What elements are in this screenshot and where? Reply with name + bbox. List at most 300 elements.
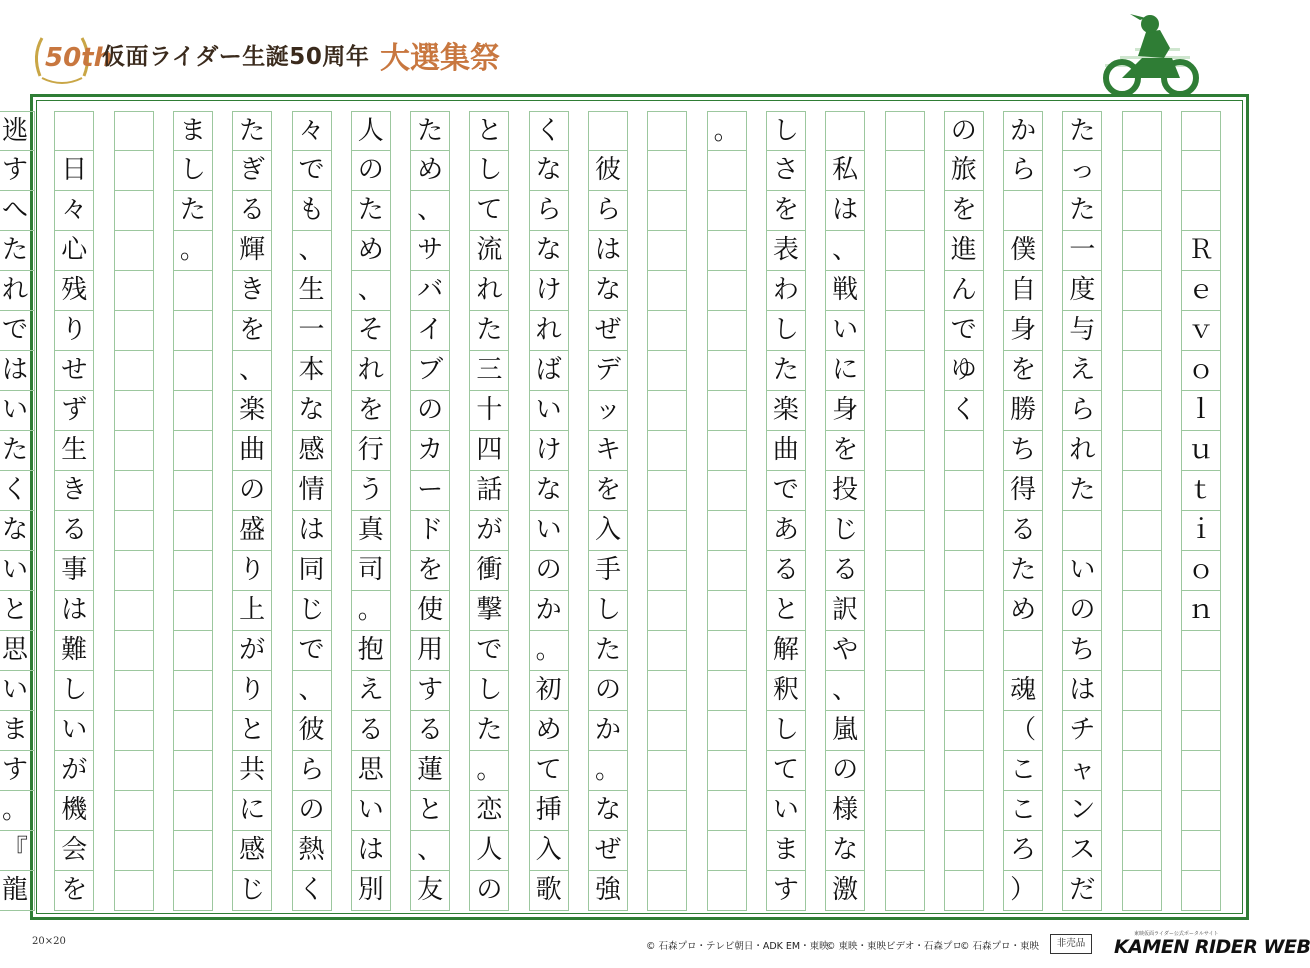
50th-anniversary-emblem: [30, 26, 113, 88]
manuscript-cell: け: [529, 271, 569, 311]
manuscript-cell: 会: [54, 831, 94, 871]
manuscript-cell: [1181, 791, 1221, 831]
manuscript-cell: 別: [351, 871, 391, 911]
manuscript-cell: る: [351, 711, 391, 751]
manuscript-cell: [885, 511, 925, 551]
manuscript-column: [114, 111, 154, 911]
manuscript-cell: [114, 431, 154, 471]
manuscript-cell: で: [292, 631, 332, 671]
manuscript-cell: [944, 671, 984, 711]
manuscript-cell: [885, 791, 925, 831]
manuscript-cell: 同: [292, 551, 332, 591]
manuscript-cell: [114, 151, 154, 191]
manuscript-cell: [173, 351, 213, 391]
manuscript-cell: ｎ: [1181, 591, 1221, 631]
manuscript-cell: さ: [766, 151, 806, 191]
manuscript-cell: あ: [766, 511, 806, 551]
manuscript-cell: [1122, 151, 1162, 191]
manuscript-cell: [707, 871, 747, 911]
manuscript-cell: [173, 831, 213, 871]
manuscript-cell: ー: [410, 471, 450, 511]
manuscript-cell: が: [232, 631, 272, 671]
manuscript-cell: 入: [588, 511, 628, 551]
manuscript-column: [173, 111, 213, 911]
manuscript-cell: [707, 751, 747, 791]
manuscript-cell: 。: [173, 231, 213, 271]
manuscript-cell: [1122, 871, 1162, 911]
manuscript-cell: [173, 431, 213, 471]
kamen-rider-web-logo[interactable]: [1104, 930, 1310, 958]
manuscript-cell: 解: [766, 631, 806, 671]
manuscript-cell: [885, 591, 925, 631]
manuscript-column: [1181, 111, 1221, 911]
manuscript-cell: [647, 431, 687, 471]
manuscript-cell: 用: [410, 631, 450, 671]
manuscript-cell: [1122, 231, 1162, 271]
manuscript-cell: [114, 351, 154, 391]
manuscript-cell: ド: [410, 511, 450, 551]
manuscript-cell: し: [469, 671, 509, 711]
manuscript-cell: で: [292, 151, 332, 191]
manuscript-cell: [885, 751, 925, 791]
manuscript-cell: 思: [351, 751, 391, 791]
manuscript-cell: [1122, 511, 1162, 551]
manuscript-cell: は: [1062, 671, 1102, 711]
manuscript-cell: バ: [410, 271, 450, 311]
manuscript-cell: ｏ: [1181, 351, 1221, 391]
manuscript-cell: [707, 431, 747, 471]
rider-motorcycle-logo: [1080, 8, 1270, 98]
manuscript-cell: [944, 871, 984, 911]
manuscript-cell: [114, 671, 154, 711]
manuscript-column: [469, 111, 509, 911]
manuscript-cell: 十: [469, 391, 509, 431]
manuscript-cell: [114, 871, 154, 911]
manuscript-cell: ぎ: [232, 151, 272, 191]
manuscript-column: [351, 111, 391, 911]
manuscript-cell: 私: [825, 151, 865, 191]
manuscript-cell: の: [944, 111, 984, 151]
manuscript-cell: く: [292, 871, 332, 911]
manuscript-cell: が: [54, 751, 94, 791]
manuscript-cell: 嵐: [825, 711, 865, 751]
manuscript-column: [232, 111, 272, 911]
manuscript-cell: 生: [292, 271, 332, 311]
copyright-notice: © 東映・東映ビデオ・石森プロ: [826, 941, 962, 952]
manuscript-column: [410, 111, 450, 911]
manuscript-cell: 『: [0, 831, 35, 871]
manuscript-cell: す: [0, 151, 35, 191]
manuscript-cell: [114, 471, 154, 511]
manuscript-cell: [54, 111, 94, 151]
manuscript-cell: [1062, 511, 1102, 551]
manuscript-cell: 身: [825, 391, 865, 431]
manuscript-cell: [885, 711, 925, 751]
manuscript-cell: [885, 431, 925, 471]
manuscript-cell: る: [1003, 511, 1043, 551]
manuscript-cell: 釈: [766, 671, 806, 711]
manuscript-cell: [1122, 831, 1162, 871]
manuscript-cell: 盛: [232, 511, 272, 551]
manuscript-cell: へ: [0, 191, 35, 231]
manuscript-cell: 身: [1003, 311, 1043, 351]
manuscript-cell: 進: [944, 231, 984, 271]
manuscript-cell: [1181, 631, 1221, 671]
manuscript-cell: イ: [410, 311, 450, 351]
manuscript-column: [707, 111, 747, 911]
manuscript-column: [885, 111, 925, 911]
manuscript-cell: な: [825, 831, 865, 871]
manuscript-cell: く: [529, 111, 569, 151]
manuscript-cell: [944, 751, 984, 791]
manuscript-cell: [647, 511, 687, 551]
manuscript-cell: の: [410, 391, 450, 431]
manuscript-cell: は: [292, 511, 332, 551]
manuscript-cell: [173, 711, 213, 751]
page-subtitle: 大選集祭: [380, 41, 500, 76]
manuscript-cell: 楽: [232, 391, 272, 431]
manuscript-cell: い: [351, 791, 391, 831]
manuscript-cell: か: [588, 711, 628, 751]
manuscript-cell: 行: [351, 431, 391, 471]
manuscript-cell: り: [54, 311, 94, 351]
manuscript-cell: [1181, 751, 1221, 791]
manuscript-cell: か: [1003, 111, 1043, 151]
manuscript-cell: [114, 591, 154, 631]
manuscript-cell: ぜ: [588, 311, 628, 351]
manuscript-cell: で: [766, 471, 806, 511]
manuscript-column: [647, 111, 687, 911]
manuscript-cell: ら: [1003, 151, 1043, 191]
manuscript-cell: じ: [825, 511, 865, 551]
brand-name: KAMEN RIDER WEB: [1114, 936, 1310, 958]
manuscript-cell: 情: [292, 471, 332, 511]
manuscript-grid: [1, 100, 1243, 914]
manuscript-cell: [944, 471, 984, 511]
manuscript-cell: キ: [588, 431, 628, 471]
manuscript-cell: 共: [232, 751, 272, 791]
manuscript-cell: め: [351, 231, 391, 271]
manuscript-cell: [647, 791, 687, 831]
manuscript-cell: 真: [351, 511, 391, 551]
manuscript-cell: の: [825, 751, 865, 791]
manuscript-cell: 友: [410, 871, 450, 911]
manuscript-cell: ｉ: [1181, 511, 1221, 551]
manuscript-cell: [1122, 591, 1162, 631]
manuscript-cell: [1122, 351, 1162, 391]
manuscript-cell: 。: [588, 751, 628, 791]
manuscript-cell: や: [825, 631, 865, 671]
manuscript-cell: 強: [588, 871, 628, 911]
manuscript-cell: [114, 551, 154, 591]
manuscript-cell: た: [1062, 191, 1102, 231]
manuscript-cell: 様: [825, 791, 865, 831]
manuscript-cell: [885, 271, 925, 311]
manuscript-column: [0, 111, 35, 911]
manuscript-column: [1062, 111, 1102, 911]
manuscript-cell: は: [588, 231, 628, 271]
manuscript-cell: [588, 111, 628, 151]
manuscript-cell: ン: [1062, 791, 1102, 831]
manuscript-cell: 、: [292, 231, 332, 271]
manuscript-cell: は: [351, 831, 391, 871]
manuscript-cell: し: [766, 711, 806, 751]
manuscript-cell: た: [766, 351, 806, 391]
manuscript-cell: 挿: [529, 791, 569, 831]
manuscript-cell: な: [529, 471, 569, 511]
manuscript-cell: に: [232, 791, 272, 831]
manuscript-cell: 心: [54, 231, 94, 271]
manuscript-cell: [173, 791, 213, 831]
manuscript-cell: [885, 311, 925, 351]
manuscript-cell: た: [351, 191, 391, 231]
manuscript-cell: [707, 591, 747, 631]
manuscript-cell: 、: [410, 831, 450, 871]
manuscript-cell: [944, 511, 984, 551]
manuscript-cell: た: [469, 311, 509, 351]
manuscript-cell: [1122, 671, 1162, 711]
manuscript-cell: の: [351, 151, 391, 191]
manuscript-cell: 輝: [232, 231, 272, 271]
manuscript-cell: [114, 511, 154, 551]
manuscript-cell: 入: [529, 831, 569, 871]
manuscript-cell: め: [1003, 591, 1043, 631]
manuscript-cell: ブ: [410, 351, 450, 391]
manuscript-cell: け: [529, 431, 569, 471]
manuscript-cell: [944, 711, 984, 751]
manuscript-cell: し: [766, 311, 806, 351]
manuscript-cell: と: [410, 791, 450, 831]
manuscript-cell: [173, 511, 213, 551]
manuscript-cell: 上: [232, 591, 272, 631]
manuscript-cell: [825, 111, 865, 151]
manuscript-cell: [647, 191, 687, 231]
manuscript-cell: ば: [529, 351, 569, 391]
brand-tagline: 東映仮面ライダー公式ポータルサイト: [1134, 931, 1219, 937]
manuscript-column: [292, 111, 332, 911]
manuscript-cell: ｌ: [1181, 391, 1221, 431]
manuscript-cell: [114, 271, 154, 311]
manuscript-cell: ｏ: [1181, 551, 1221, 591]
manuscript-cell: 得: [1003, 471, 1043, 511]
manuscript-cell: な: [0, 511, 35, 551]
manuscript-cell: [647, 671, 687, 711]
manuscript-cell: 熱: [292, 831, 332, 871]
manuscript-column: [1003, 111, 1043, 911]
manuscript-column: [1122, 111, 1162, 911]
manuscript-cell: [114, 631, 154, 671]
manuscript-cell: 人: [351, 111, 391, 151]
manuscript-cell: 彼: [292, 711, 332, 751]
manuscript-cell: 四: [469, 431, 509, 471]
copyright-notice: © 石森プロ・東映: [960, 941, 1040, 952]
manuscript-cell: ら: [1062, 391, 1102, 431]
manuscript-cell: た: [588, 631, 628, 671]
manuscript-cell: し: [588, 591, 628, 631]
manuscript-cell: [707, 831, 747, 871]
manuscript-cell: [885, 391, 925, 431]
manuscript-cell: 三: [469, 351, 509, 391]
page-title: 仮面ライダー生誕50周年: [102, 44, 370, 70]
manuscript-cell: [885, 231, 925, 271]
manuscript-cell: せ: [54, 351, 94, 391]
manuscript-cell: ま: [766, 831, 806, 871]
manuscript-cell: を: [825, 431, 865, 471]
manuscript-cell: 、: [351, 271, 391, 311]
manuscript-cell: [647, 151, 687, 191]
manuscript-cell: て: [766, 751, 806, 791]
manuscript-cell: え: [351, 671, 391, 711]
manuscript-cell: 人: [469, 831, 509, 871]
emblem-label: 50th: [45, 43, 113, 73]
manuscript-cell: を: [232, 311, 272, 351]
manuscript-cell: [885, 191, 925, 231]
manuscript-column: [766, 111, 806, 911]
not-for-sale-badge: 非売品: [1050, 934, 1092, 954]
manuscript-cell: を: [1003, 351, 1043, 391]
manuscript-cell: 生: [54, 431, 94, 471]
manuscript-cell: 思: [0, 631, 35, 671]
manuscript-cell: 初: [529, 671, 569, 711]
manuscript-cell: っ: [1062, 151, 1102, 191]
manuscript-cell: [114, 791, 154, 831]
manuscript-cell: た: [469, 711, 509, 751]
manuscript-cell: く: [0, 471, 35, 511]
manuscript-cell: 使: [410, 591, 450, 631]
manuscript-cell: も: [292, 191, 332, 231]
manuscript-cell: な: [529, 151, 569, 191]
manuscript-cell: [1122, 471, 1162, 511]
manuscript-cell: 事: [54, 551, 94, 591]
manuscript-cell: る: [232, 191, 272, 231]
manuscript-cell: 。: [529, 631, 569, 671]
manuscript-cell: ｕ: [1181, 431, 1221, 471]
manuscript-cell: [707, 711, 747, 751]
manuscript-cell: [1122, 791, 1162, 831]
manuscript-cell: ゆ: [944, 351, 984, 391]
manuscript-cell: な: [588, 791, 628, 831]
manuscript-cell: ｅ: [1181, 271, 1221, 311]
manuscript-cell: [1181, 671, 1221, 711]
manuscript-cell: [944, 831, 984, 871]
manuscript-cell: ず: [54, 391, 94, 431]
manuscript-cell: [647, 871, 687, 911]
manuscript-cell: [1122, 191, 1162, 231]
manuscript-cell: れ: [1062, 431, 1102, 471]
manuscript-cell: い: [1062, 551, 1102, 591]
manuscript-cell: い: [0, 551, 35, 591]
manuscript-cell: [114, 111, 154, 151]
manuscript-cell: チ: [1062, 711, 1102, 751]
manuscript-cell: [114, 831, 154, 871]
manuscript-cell: ら: [588, 191, 628, 231]
manuscript-cell: ろ: [1003, 831, 1043, 871]
manuscript-cell: 本: [292, 351, 332, 391]
manuscript-cell: 激: [825, 871, 865, 911]
manuscript-column: [529, 111, 569, 911]
manuscript-cell: [1181, 871, 1221, 911]
manuscript-cell: [114, 231, 154, 271]
manuscript-cell: [1122, 431, 1162, 471]
manuscript-cell: [707, 351, 747, 391]
manuscript-column: [54, 111, 94, 911]
manuscript-cell: ャ: [1062, 751, 1102, 791]
manuscript-cell: じ: [292, 591, 332, 631]
manuscript-column: [944, 111, 984, 911]
manuscript-cell: れ: [351, 351, 391, 391]
manuscript-cell: [707, 231, 747, 271]
manuscript-cell: [944, 791, 984, 831]
manuscript-cell: を: [351, 391, 391, 431]
manuscript-cell: 歌: [529, 871, 569, 911]
manuscript-cell: る: [410, 711, 450, 751]
manuscript-cell: 機: [54, 791, 94, 831]
manuscript-cell: 自: [1003, 271, 1043, 311]
manuscript-cell: で: [469, 631, 509, 671]
manuscript-cell: か: [529, 591, 569, 631]
manuscript-cell: 流: [469, 231, 509, 271]
manuscript-cell: の: [232, 471, 272, 511]
manuscript-cell: [647, 351, 687, 391]
manuscript-cell: [173, 671, 213, 711]
manuscript-cell: 残: [54, 271, 94, 311]
manuscript-cell: を: [944, 191, 984, 231]
manuscript-cell: 日: [54, 151, 94, 191]
manuscript-cell: [885, 671, 925, 711]
manuscript-cell: と: [469, 111, 509, 151]
manuscript-cell: [1122, 271, 1162, 311]
manuscript-cell: デ: [588, 351, 628, 391]
manuscript-cell: 。: [0, 791, 35, 831]
manuscript-cell: 曲: [232, 431, 272, 471]
manuscript-cell: い: [0, 671, 35, 711]
manuscript-cell: の: [529, 551, 569, 591]
manuscript-cell: は: [0, 351, 35, 391]
manuscript-cell: 抱: [351, 631, 391, 671]
manuscript-column: [825, 111, 865, 911]
manuscript-cell: [707, 671, 747, 711]
manuscript-cell: が: [469, 511, 509, 551]
manuscript-cell: を: [588, 471, 628, 511]
manuscript-cell: [647, 311, 687, 351]
manuscript-cell: れ: [0, 271, 35, 311]
manuscript-cell: [114, 311, 154, 351]
manuscript-cell: 訳: [825, 591, 865, 631]
manuscript-cell: [1003, 631, 1043, 671]
manuscript-cell: [944, 631, 984, 671]
manuscript-cell: 旅: [944, 151, 984, 191]
manuscript-cell: [707, 391, 747, 431]
manuscript-cell: わ: [766, 271, 806, 311]
manuscript-cell: Ｒ: [1181, 231, 1221, 271]
manuscript-cell: 撃: [469, 591, 509, 631]
manuscript-cell: な: [292, 391, 332, 431]
manuscript-cell: [647, 111, 687, 151]
manuscript-cell: 。: [707, 111, 747, 151]
manuscript-cell: 、: [825, 231, 865, 271]
manuscript-cell: [173, 551, 213, 591]
manuscript-cell: て: [469, 191, 509, 231]
manuscript-cell: [707, 631, 747, 671]
manuscript-cell: ち: [1062, 631, 1102, 671]
manuscript-cell: [647, 751, 687, 791]
manuscript-cell: [707, 551, 747, 591]
manuscript-cell: の: [588, 671, 628, 711]
manuscript-cell: て: [529, 751, 569, 791]
manuscript-cell: ち: [1003, 431, 1043, 471]
manuscript-cell: ん: [944, 271, 984, 311]
manuscript-cell: [1003, 191, 1043, 231]
